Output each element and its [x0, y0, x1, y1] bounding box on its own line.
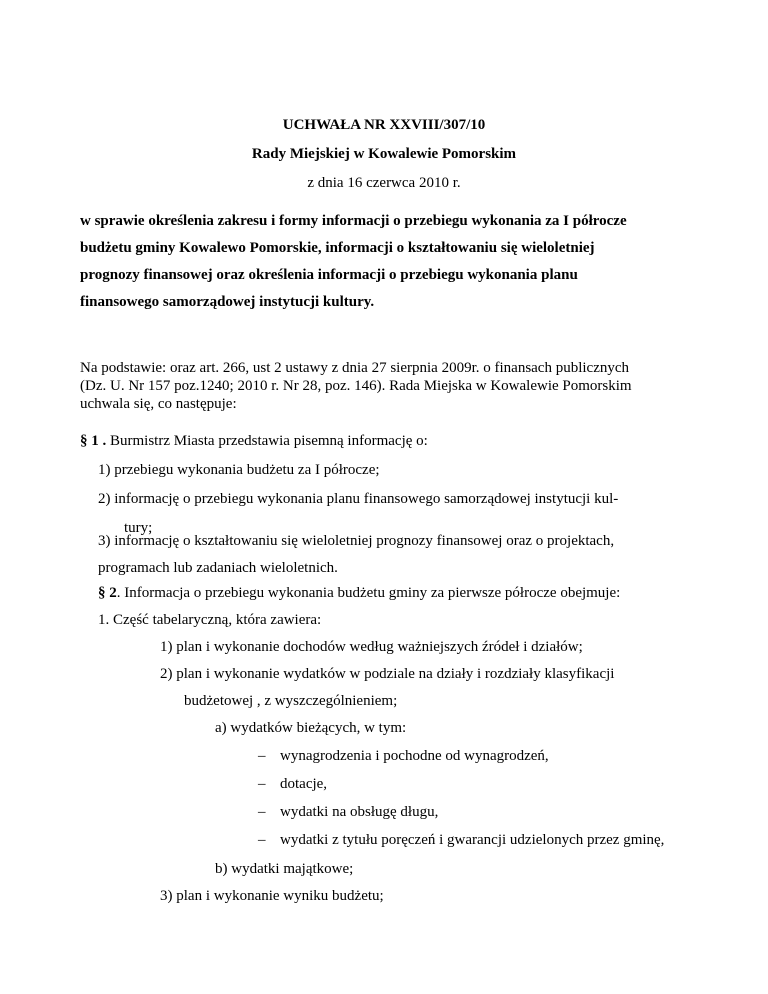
subitem-2: 2) plan i wykonanie wydatków w podziale na działy i rozdziały klasyfikacji [160, 666, 615, 682]
subitem-a: a) wydatków bieżących, w tym: [215, 720, 407, 736]
dash-item-text: dotacje, [280, 776, 328, 792]
paragraph-1-text: Burmistrz Miasta przedstawia pisemną informację o: [106, 433, 428, 449]
paragraph-1-item-3: 3) informację o kształtowaniu się wieloletniej prognozy finansowej oraz o projektach, [98, 533, 615, 549]
dash-marker: – [258, 832, 266, 848]
paragraph-1-item-2: 2) informację o przebiegu wykonania planu finansowego samorządowej instytucji kul- [98, 491, 619, 507]
subject-line-2: budżetu gminy Kowalewo Pomorskie, informacji o kształtowaniu się wieloletniej [80, 240, 595, 256]
subitem-2-cont: budżetowej , z wyszczególnieniem; [184, 693, 398, 709]
dash-item-text: wydatki z tytułu poręczeń i gwarancji udzielonych przez gminę, [280, 832, 665, 848]
dash-marker: – [258, 748, 266, 764]
paragraph-1-item-3-cont: programach lub zadaniach wieloletnich. [98, 560, 338, 576]
subject-line-1: w sprawie określenia zakresu i formy informacji o przebiegu wykonania za I półrocze [80, 213, 627, 229]
legal-basis-line-3: uchwala się, co następuje: [80, 396, 237, 412]
legal-basis-line-1: Na podstawie: oraz art. 266, ust 2 ustawy z dnia 27 sierpnia 2009r. o finansach publicznych [80, 360, 630, 376]
paragraph-1-mark: § 1 . [80, 433, 107, 449]
resolution-title: UCHWAŁA NR XXVIII/307/10 [282, 117, 486, 133]
paragraph-1-item-2-cont: tury; [124, 520, 153, 536]
subject-line-3: prognozy finansowej oraz określenia informacji o przebiegu wykonania planu [80, 267, 578, 283]
paragraph-1-item-1: 1) przebiegu wykonania budżetu za I półrocze; [98, 462, 380, 478]
dash-marker: – [258, 804, 266, 820]
subitem-3: 3) plan i wykonanie wyniku budżetu; [160, 888, 384, 904]
legal-basis-line-2: (Dz. U. Nr 157 poz.1240; 2010 r. Nr 28, poz. 146). Rada Miejska w Kowalewie Pomorskim [80, 378, 632, 394]
subitem-b: b) wydatki majątkowe; [215, 861, 354, 877]
subject-line-4: finansowego samorządowej instytucji kultury. [80, 294, 375, 310]
council-name: Rady Miejskiej w Kowalewie Pomorskim [251, 146, 517, 162]
paragraph-2-mark: § 2 [98, 585, 117, 601]
resolution-date: z dnia 16 czerwca 2010 r. [307, 175, 461, 191]
paragraph-1-intro [80, 432, 428, 450]
paragraph-2-intro [98, 584, 620, 602]
dash-item-text: wynagrodzenia i pochodne od wynagrodzeń, [280, 748, 549, 764]
paragraph-2-text: . Informacja o przebiegu wykonania budżetu gminy za pierwsze półrocze obejmuje: [116, 585, 621, 601]
subitem-1: 1) plan i wykonanie dochodów według ważniejszych źródeł i działów; [160, 639, 583, 655]
dash-marker: – [258, 776, 266, 792]
paragraph-2-part-1: 1. Część tabelaryczną, która zawiera: [98, 612, 322, 628]
dash-item-text: wydatki na obsługę długu, [280, 804, 439, 820]
